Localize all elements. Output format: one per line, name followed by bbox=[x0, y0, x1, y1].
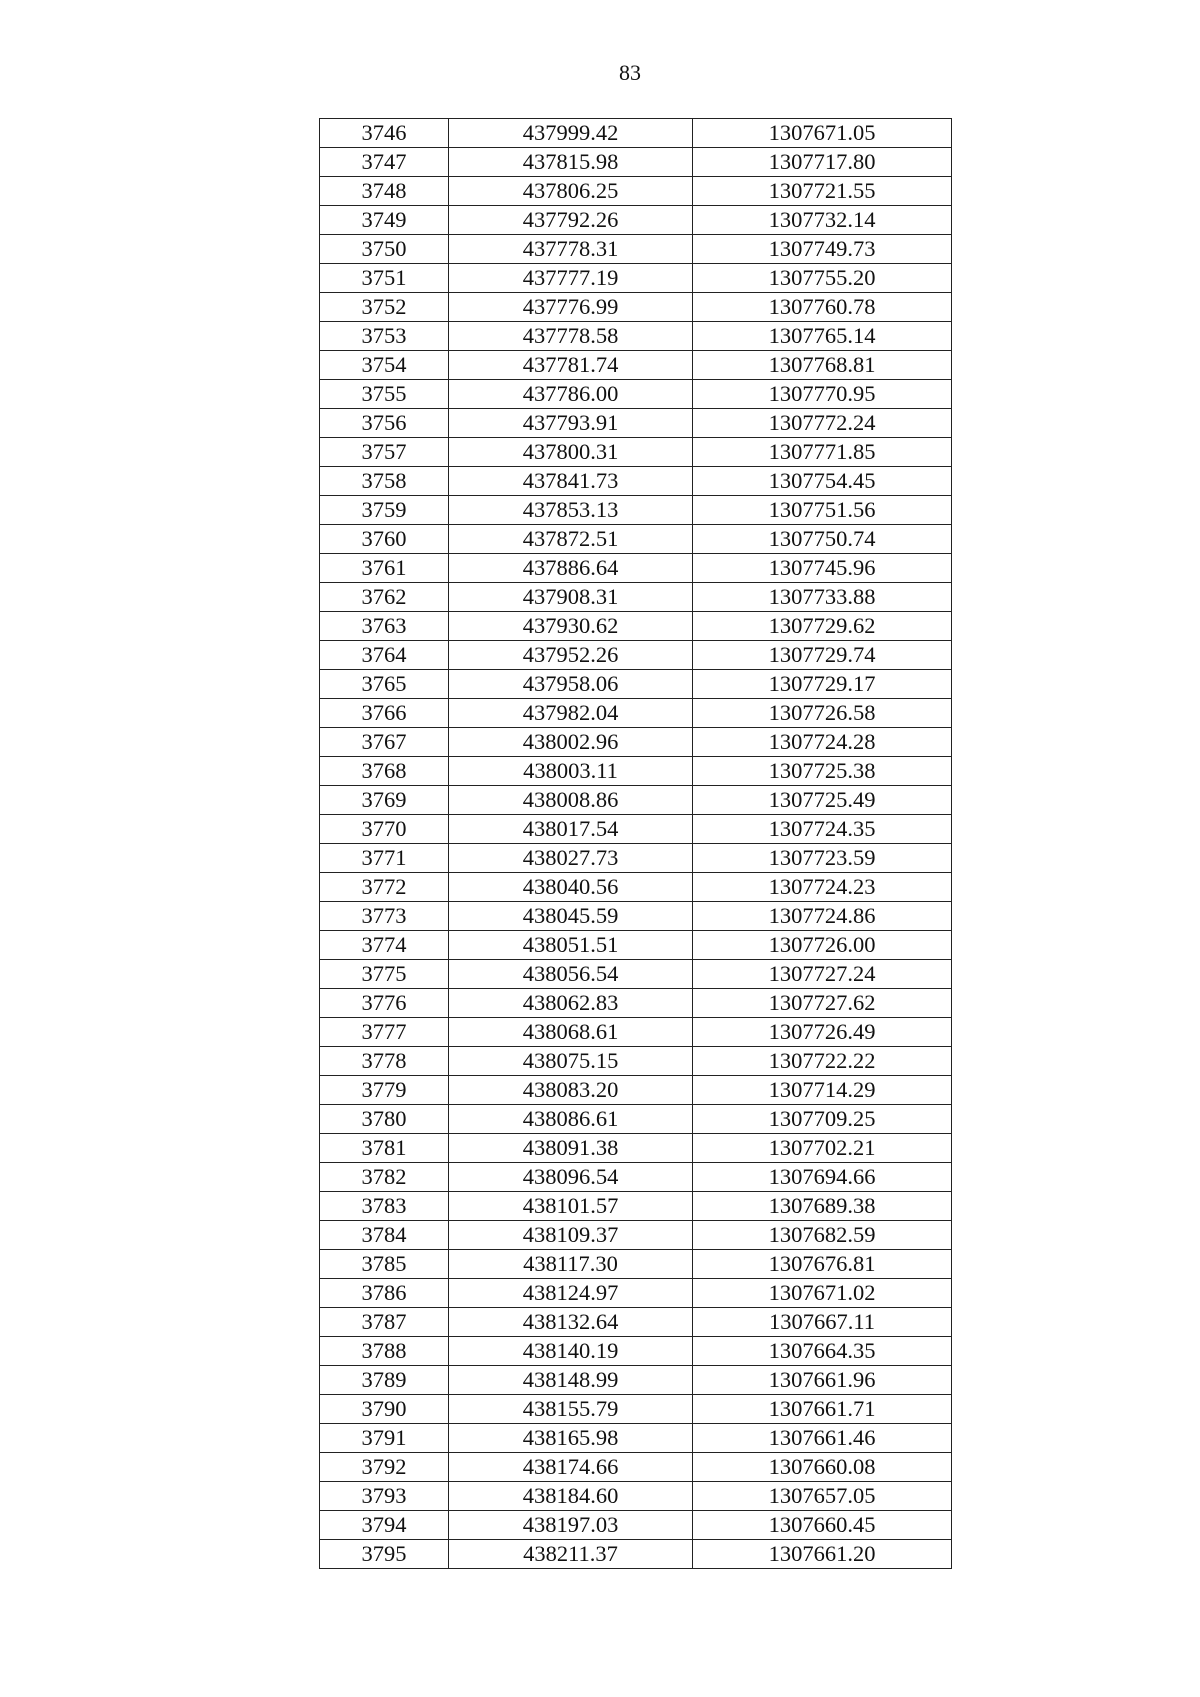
table-row bbox=[320, 177, 952, 206]
point-number-cell: 3771 bbox=[320, 844, 449, 873]
y-coordinate-cell: 1307755.20 bbox=[693, 264, 952, 293]
x-coordinate-cell: 437999.42 bbox=[449, 119, 693, 148]
point-number-cell: 3748 bbox=[320, 177, 449, 206]
y-coordinate-cell: 1307724.35 bbox=[693, 815, 952, 844]
x-coordinate-cell: 437908.31 bbox=[449, 583, 693, 612]
x-coordinate-cell: 438056.54 bbox=[449, 960, 693, 989]
table-row bbox=[320, 235, 952, 264]
x-coordinate-cell: 438002.96 bbox=[449, 728, 693, 757]
y-coordinate-cell: 1307732.14 bbox=[693, 206, 952, 235]
table-row bbox=[320, 322, 952, 351]
point-number-cell: 3767 bbox=[320, 728, 449, 757]
table-row bbox=[320, 525, 952, 554]
point-number-cell: 3785 bbox=[320, 1250, 449, 1279]
point-number-cell: 3783 bbox=[320, 1192, 449, 1221]
table-row bbox=[320, 1511, 952, 1540]
table-row bbox=[320, 1134, 952, 1163]
y-coordinate-cell: 1307726.58 bbox=[693, 699, 952, 728]
x-coordinate-cell: 438174.66 bbox=[449, 1453, 693, 1482]
point-number-cell: 3794 bbox=[320, 1511, 449, 1540]
y-coordinate-cell: 1307749.73 bbox=[693, 235, 952, 264]
x-coordinate-cell: 438101.57 bbox=[449, 1192, 693, 1221]
table-row bbox=[320, 1105, 952, 1134]
table-row bbox=[320, 815, 952, 844]
table-row bbox=[320, 351, 952, 380]
y-coordinate-cell: 1307709.25 bbox=[693, 1105, 952, 1134]
point-number-cell: 3760 bbox=[320, 525, 449, 554]
table-row bbox=[320, 641, 952, 670]
point-number-cell: 3786 bbox=[320, 1279, 449, 1308]
x-coordinate-cell: 437872.51 bbox=[449, 525, 693, 554]
x-coordinate-cell: 437800.31 bbox=[449, 438, 693, 467]
x-coordinate-cell: 438083.20 bbox=[449, 1076, 693, 1105]
x-coordinate-cell: 438197.03 bbox=[449, 1511, 693, 1540]
y-coordinate-cell: 1307717.80 bbox=[693, 148, 952, 177]
y-coordinate-cell: 1307725.49 bbox=[693, 786, 952, 815]
page-number: 83 bbox=[619, 60, 641, 85]
point-number-cell: 3782 bbox=[320, 1163, 449, 1192]
x-coordinate-cell: 438132.64 bbox=[449, 1308, 693, 1337]
table-row bbox=[320, 1047, 952, 1076]
point-number-cell: 3780 bbox=[320, 1105, 449, 1134]
x-coordinate-cell: 437792.26 bbox=[449, 206, 693, 235]
table-row bbox=[320, 728, 952, 757]
y-coordinate-cell: 1307702.21 bbox=[693, 1134, 952, 1163]
x-coordinate-cell: 438155.79 bbox=[449, 1395, 693, 1424]
y-coordinate-cell: 1307721.55 bbox=[693, 177, 952, 206]
table-row bbox=[320, 1221, 952, 1250]
table-row bbox=[320, 496, 952, 525]
x-coordinate-cell: 437958.06 bbox=[449, 670, 693, 699]
point-number-cell: 3795 bbox=[320, 1540, 449, 1569]
table-row bbox=[320, 119, 952, 148]
x-coordinate-cell: 437952.26 bbox=[449, 641, 693, 670]
x-coordinate-cell: 437786.00 bbox=[449, 380, 693, 409]
y-coordinate-cell: 1307661.20 bbox=[693, 1540, 952, 1569]
point-number-cell: 3792 bbox=[320, 1453, 449, 1482]
x-coordinate-cell: 437777.19 bbox=[449, 264, 693, 293]
x-coordinate-cell: 438068.61 bbox=[449, 1018, 693, 1047]
point-number-cell: 3779 bbox=[320, 1076, 449, 1105]
point-number-cell: 3790 bbox=[320, 1395, 449, 1424]
x-coordinate-cell: 438124.97 bbox=[449, 1279, 693, 1308]
x-coordinate-cell: 437778.58 bbox=[449, 322, 693, 351]
table-row bbox=[320, 409, 952, 438]
x-coordinate-cell: 437806.25 bbox=[449, 177, 693, 206]
y-coordinate-cell: 1307723.59 bbox=[693, 844, 952, 873]
table-row bbox=[320, 467, 952, 496]
y-coordinate-cell: 1307765.14 bbox=[693, 322, 952, 351]
y-coordinate-cell: 1307729.74 bbox=[693, 641, 952, 670]
y-coordinate-cell: 1307671.02 bbox=[693, 1279, 952, 1308]
point-number-cell: 3776 bbox=[320, 989, 449, 1018]
x-coordinate-cell: 437793.91 bbox=[449, 409, 693, 438]
y-coordinate-cell: 1307724.86 bbox=[693, 902, 952, 931]
x-coordinate-cell: 438027.73 bbox=[449, 844, 693, 873]
point-number-cell: 3759 bbox=[320, 496, 449, 525]
x-coordinate-cell: 437841.73 bbox=[449, 467, 693, 496]
table-row bbox=[320, 583, 952, 612]
table-row bbox=[320, 844, 952, 873]
coordinates-table bbox=[319, 118, 952, 1569]
point-number-cell: 3766 bbox=[320, 699, 449, 728]
table-row bbox=[320, 1076, 952, 1105]
y-coordinate-cell: 1307729.17 bbox=[693, 670, 952, 699]
point-number-cell: 3768 bbox=[320, 757, 449, 786]
x-coordinate-cell: 438148.99 bbox=[449, 1366, 693, 1395]
point-number-cell: 3763 bbox=[320, 612, 449, 641]
point-number-cell: 3750 bbox=[320, 235, 449, 264]
point-number-cell: 3756 bbox=[320, 409, 449, 438]
point-number-cell: 3772 bbox=[320, 873, 449, 902]
point-number-cell: 3765 bbox=[320, 670, 449, 699]
x-coordinate-cell: 438051.51 bbox=[449, 931, 693, 960]
point-number-cell: 3778 bbox=[320, 1047, 449, 1076]
coordinates-table-body bbox=[320, 119, 952, 1569]
point-number-cell: 3749 bbox=[320, 206, 449, 235]
table-row bbox=[320, 1018, 952, 1047]
x-coordinate-cell: 438211.37 bbox=[449, 1540, 693, 1569]
table-row bbox=[320, 438, 952, 467]
point-number-cell: 3757 bbox=[320, 438, 449, 467]
y-coordinate-cell: 1307657.05 bbox=[693, 1482, 952, 1511]
y-coordinate-cell: 1307772.24 bbox=[693, 409, 952, 438]
table-row bbox=[320, 1163, 952, 1192]
table-row bbox=[320, 1482, 952, 1511]
table-row bbox=[320, 1424, 952, 1453]
y-coordinate-cell: 1307689.38 bbox=[693, 1192, 952, 1221]
y-coordinate-cell: 1307726.49 bbox=[693, 1018, 952, 1047]
y-coordinate-cell: 1307768.81 bbox=[693, 351, 952, 380]
point-number-cell: 3751 bbox=[320, 264, 449, 293]
table-row bbox=[320, 1192, 952, 1221]
y-coordinate-cell: 1307660.08 bbox=[693, 1453, 952, 1482]
point-number-cell: 3789 bbox=[320, 1366, 449, 1395]
x-coordinate-cell: 437778.31 bbox=[449, 235, 693, 264]
y-coordinate-cell: 1307770.95 bbox=[693, 380, 952, 409]
point-number-cell: 3775 bbox=[320, 960, 449, 989]
y-coordinate-cell: 1307733.88 bbox=[693, 583, 952, 612]
y-coordinate-cell: 1307745.96 bbox=[693, 554, 952, 583]
table-row bbox=[320, 1250, 952, 1279]
table-row bbox=[320, 1395, 952, 1424]
y-coordinate-cell: 1307671.05 bbox=[693, 119, 952, 148]
point-number-cell: 3777 bbox=[320, 1018, 449, 1047]
y-coordinate-cell: 1307667.11 bbox=[693, 1308, 952, 1337]
point-number-cell: 3793 bbox=[320, 1482, 449, 1511]
point-number-cell: 3770 bbox=[320, 815, 449, 844]
y-coordinate-cell: 1307726.00 bbox=[693, 931, 952, 960]
point-number-cell: 3754 bbox=[320, 351, 449, 380]
x-coordinate-cell: 437781.74 bbox=[449, 351, 693, 380]
point-number-cell: 3755 bbox=[320, 380, 449, 409]
y-coordinate-cell: 1307660.45 bbox=[693, 1511, 952, 1540]
table-row bbox=[320, 554, 952, 583]
x-coordinate-cell: 438140.19 bbox=[449, 1337, 693, 1366]
table-row bbox=[320, 264, 952, 293]
y-coordinate-cell: 1307694.66 bbox=[693, 1163, 952, 1192]
table-row bbox=[320, 670, 952, 699]
x-coordinate-cell: 437982.04 bbox=[449, 699, 693, 728]
y-coordinate-cell: 1307754.45 bbox=[693, 467, 952, 496]
table-row bbox=[320, 148, 952, 177]
y-coordinate-cell: 1307725.38 bbox=[693, 757, 952, 786]
y-coordinate-cell: 1307727.24 bbox=[693, 960, 952, 989]
x-coordinate-cell: 438117.30 bbox=[449, 1250, 693, 1279]
y-coordinate-cell: 1307661.96 bbox=[693, 1366, 952, 1395]
table-row bbox=[320, 1366, 952, 1395]
table-row bbox=[320, 757, 952, 786]
x-coordinate-cell: 438184.60 bbox=[449, 1482, 693, 1511]
x-coordinate-cell: 438008.86 bbox=[449, 786, 693, 815]
table-row bbox=[320, 1308, 952, 1337]
x-coordinate-cell: 438040.56 bbox=[449, 873, 693, 902]
point-number-cell: 3752 bbox=[320, 293, 449, 322]
x-coordinate-cell: 438062.83 bbox=[449, 989, 693, 1018]
table-row bbox=[320, 1337, 952, 1366]
point-number-cell: 3769 bbox=[320, 786, 449, 815]
y-coordinate-cell: 1307682.59 bbox=[693, 1221, 952, 1250]
x-coordinate-cell: 438086.61 bbox=[449, 1105, 693, 1134]
y-coordinate-cell: 1307714.29 bbox=[693, 1076, 952, 1105]
x-coordinate-cell: 437815.98 bbox=[449, 148, 693, 177]
table-row bbox=[320, 989, 952, 1018]
table-row bbox=[320, 206, 952, 235]
table-row bbox=[320, 1540, 952, 1569]
y-coordinate-cell: 1307760.78 bbox=[693, 293, 952, 322]
table-row bbox=[320, 380, 952, 409]
x-coordinate-cell: 438003.11 bbox=[449, 757, 693, 786]
table-row bbox=[320, 873, 952, 902]
point-number-cell: 3781 bbox=[320, 1134, 449, 1163]
table-row bbox=[320, 1279, 952, 1308]
table-row bbox=[320, 612, 952, 641]
y-coordinate-cell: 1307724.28 bbox=[693, 728, 952, 757]
x-coordinate-cell: 438075.15 bbox=[449, 1047, 693, 1076]
y-coordinate-cell: 1307727.62 bbox=[693, 989, 952, 1018]
x-coordinate-cell: 438109.37 bbox=[449, 1221, 693, 1250]
x-coordinate-cell: 437776.99 bbox=[449, 293, 693, 322]
point-number-cell: 3747 bbox=[320, 148, 449, 177]
table-row bbox=[320, 699, 952, 728]
x-coordinate-cell: 438096.54 bbox=[449, 1163, 693, 1192]
y-coordinate-cell: 1307771.85 bbox=[693, 438, 952, 467]
point-number-cell: 3788 bbox=[320, 1337, 449, 1366]
x-coordinate-cell: 437930.62 bbox=[449, 612, 693, 641]
point-number-cell: 3773 bbox=[320, 902, 449, 931]
x-coordinate-cell: 438017.54 bbox=[449, 815, 693, 844]
x-coordinate-cell: 437853.13 bbox=[449, 496, 693, 525]
point-number-cell: 3784 bbox=[320, 1221, 449, 1250]
y-coordinate-cell: 1307664.35 bbox=[693, 1337, 952, 1366]
y-coordinate-cell: 1307750.74 bbox=[693, 525, 952, 554]
x-coordinate-cell: 437886.64 bbox=[449, 554, 693, 583]
x-coordinate-cell: 438091.38 bbox=[449, 1134, 693, 1163]
point-number-cell: 3753 bbox=[320, 322, 449, 351]
point-number-cell: 3791 bbox=[320, 1424, 449, 1453]
table-row bbox=[320, 931, 952, 960]
x-coordinate-cell: 438165.98 bbox=[449, 1424, 693, 1453]
table-row bbox=[320, 293, 952, 322]
y-coordinate-cell: 1307661.46 bbox=[693, 1424, 952, 1453]
point-number-cell: 3762 bbox=[320, 583, 449, 612]
y-coordinate-cell: 1307676.81 bbox=[693, 1250, 952, 1279]
table-row bbox=[320, 1453, 952, 1482]
table-row bbox=[320, 786, 952, 815]
point-number-cell: 3764 bbox=[320, 641, 449, 670]
y-coordinate-cell: 1307722.22 bbox=[693, 1047, 952, 1076]
table-row bbox=[320, 960, 952, 989]
x-coordinate-cell: 438045.59 bbox=[449, 902, 693, 931]
point-number-cell: 3774 bbox=[320, 931, 449, 960]
table-row bbox=[320, 902, 952, 931]
y-coordinate-cell: 1307729.62 bbox=[693, 612, 952, 641]
y-coordinate-cell: 1307751.56 bbox=[693, 496, 952, 525]
y-coordinate-cell: 1307724.23 bbox=[693, 873, 952, 902]
point-number-cell: 3758 bbox=[320, 467, 449, 496]
y-coordinate-cell: 1307661.71 bbox=[693, 1395, 952, 1424]
point-number-cell: 3746 bbox=[320, 119, 449, 148]
point-number-cell: 3787 bbox=[320, 1308, 449, 1337]
point-number-cell: 3761 bbox=[320, 554, 449, 583]
